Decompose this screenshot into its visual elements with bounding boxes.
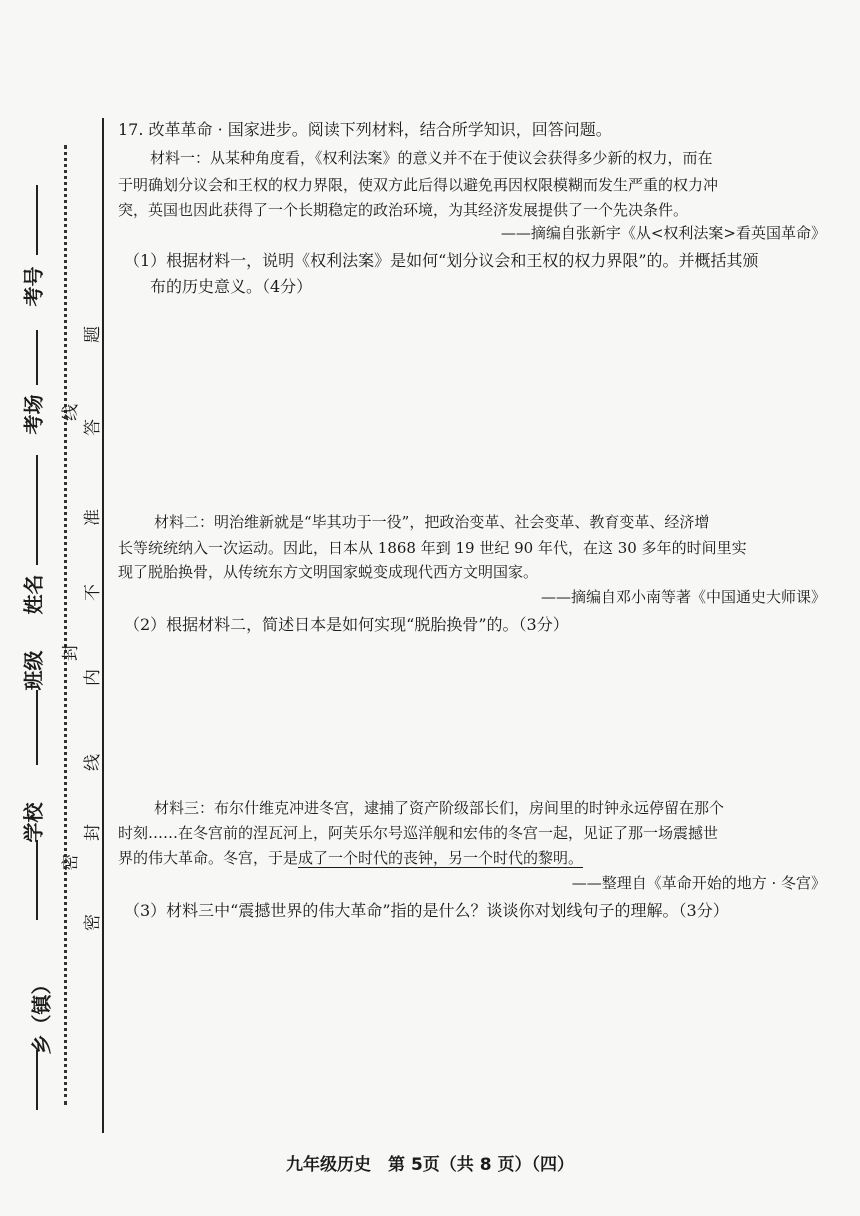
material3-line	[118, 846, 583, 870]
seal-char: 题	[83, 326, 103, 343]
seal-char: 密	[83, 914, 103, 931]
field-exam-number: 考号	[21, 266, 46, 307]
material1-line: 突，英国也因此获得了一个长期稳定的政治环境，为其经济发展提供了一个先决条件。	[118, 201, 689, 219]
field-line	[36, 840, 38, 920]
material1-line: 材料一：从某种角度看，《权利法案》的意义并不在于使议会获得多少新的权力，而在	[150, 149, 713, 167]
question3: （3）材料三中“震撼世界的伟大革命”指的是什么？谈谈你对划线句子的理解。（3分）	[124, 901, 729, 920]
field-township: 乡（镇）	[29, 974, 54, 1055]
material2-line: 材料二：明治维新就是“毕其功于一役”，把政治变革、社会变革、教育变革、经济增	[154, 513, 710, 531]
seal-char: 密	[61, 854, 81, 871]
field-line	[36, 690, 38, 765]
question1-line: 布的历史意义。（4分）	[150, 277, 313, 296]
question2: （2）根据材料二，简述日本是如何实现“脱胎换骨”的。（3分）	[124, 615, 569, 634]
seal-char: 线	[61, 404, 81, 421]
field-class: 班级	[21, 650, 46, 691]
material3-underlined-sentence: 成了一个时代的丧钟，另一个时代的黎明。	[298, 849, 584, 867]
seal-char: 不	[83, 584, 103, 601]
seal-dotted-line	[64, 145, 67, 1105]
question1-line: （1）根据材料一，说明《权利法案》是如何“划分议会和王权的权力界限”的。并概括其颁	[124, 251, 759, 270]
seal-char: 封	[61, 644, 81, 661]
material3-source: ——整理自《革命开始的地方 · 冬宫》	[571, 874, 826, 892]
seal-char: 封	[83, 824, 103, 841]
material1-source: ——摘编自张新宇《从<权利法案>看英国革命》	[500, 224, 826, 242]
field-name: 姓名	[21, 574, 46, 615]
material2-source: ——摘编自邓小南等著《中国通史大师课》	[540, 588, 826, 606]
field-line	[36, 185, 38, 255]
question-title: 17. 改革革命 · 国家进步。阅读下列材料，结合所学知识，回答问题。	[118, 120, 612, 139]
field-school: 学校	[21, 802, 46, 843]
field-line	[36, 330, 38, 385]
material1-line: 于明确划分议会和王权的权力界限，使双方此后得以避免再因权限模糊而发生严重的权力冲	[118, 176, 719, 194]
field-exam-room: 考场	[21, 394, 46, 435]
material3-plain-text: 界的伟大革命。冬宫，于是	[118, 849, 299, 867]
margin-border-line	[102, 118, 104, 1133]
material3-line: 材料三：布尔什维克冲进冬宫，逮捕了资产阶级部长们，房间里的时钟永远停留在那个	[154, 799, 725, 817]
material2-line: 长等统统纳入一次运动。因此，日本从 1868 年到 19 世纪 90 年代，在这 30 多年的时间里实	[118, 539, 747, 557]
seal-char: 线	[83, 754, 103, 771]
material2-line: 现了脱胎换骨，从传统东方文明国家蜕变成现代西方文明国家。	[118, 563, 539, 581]
seal-char: 准	[83, 509, 103, 526]
field-line	[36, 1050, 38, 1110]
page-footer: 九年级历史 第 5页（共 8 页）（四）	[286, 1155, 574, 1175]
material3-line: 时刻……在冬宫前的涅瓦河上，阿芙乐尔号巡洋舰和宏伟的冬宫一起，见证了那一场震撼世	[118, 824, 719, 842]
seal-char: 内	[83, 669, 103, 686]
field-line	[36, 455, 38, 565]
seal-char: 答	[83, 419, 103, 436]
